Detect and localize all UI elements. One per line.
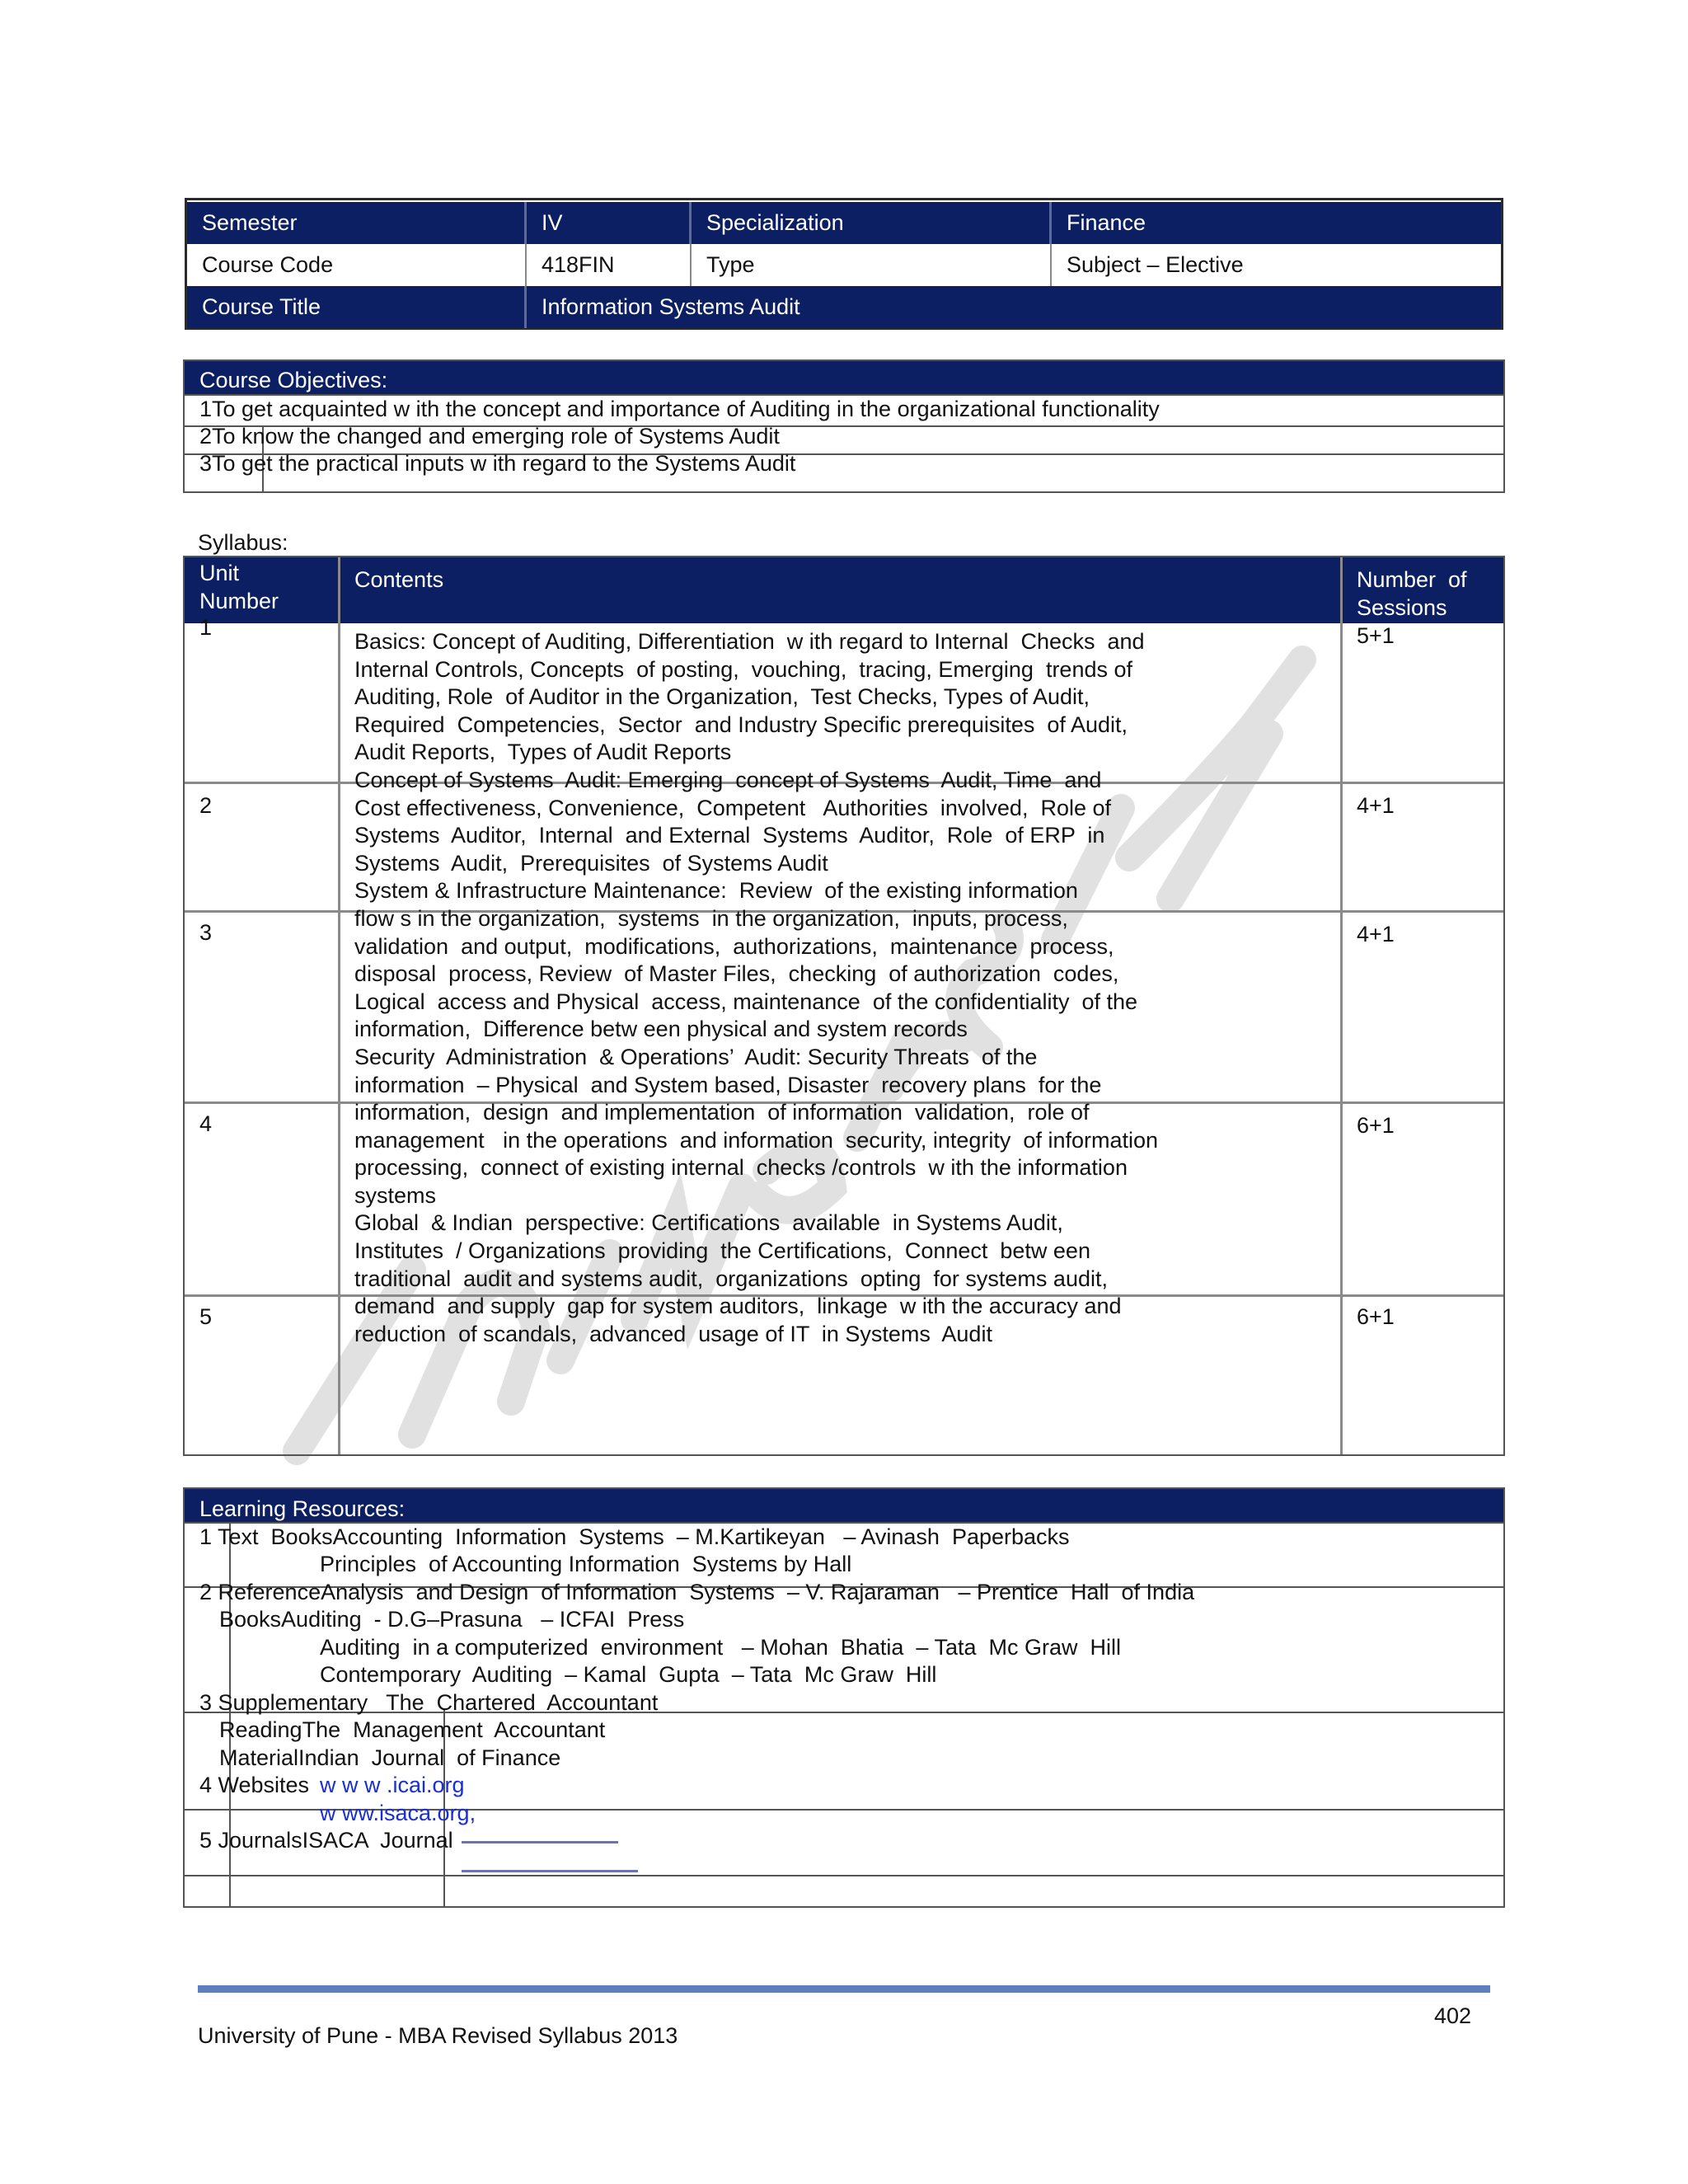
- resource-line: Contemporary Auditing – Kamal Gupta – Tata Mc Graw Hill: [320, 1662, 937, 1687]
- website-link[interactable]: w ww.isaca.org,: [320, 1801, 476, 1825]
- unit-number: 3: [199, 920, 213, 945]
- semester-label: Semester: [187, 202, 527, 244]
- type-label: Type: [692, 244, 1052, 286]
- course-objectives-table: [183, 359, 1505, 493]
- unit-number: 4: [199, 1111, 213, 1136]
- unit-sessions: 5+1: [1357, 623, 1395, 648]
- type-value: Subject – Elective: [1067, 252, 1244, 277]
- resource-line: 5 JournalsISACA Journal: [199, 1828, 453, 1853]
- footer-bar: [198, 1985, 1490, 1993]
- syllabus-header-row: [185, 557, 1503, 623]
- objective-item: 2To know the changed and emerging role of Systems Audit: [199, 424, 780, 449]
- course-info-row-3: [187, 286, 1501, 328]
- unit-number: 5: [199, 1304, 213, 1329]
- resource-line: Auditing in a computerized environment – Mohan Bhatia – Tata Mc Graw Hill: [320, 1635, 1121, 1660]
- footer-text: University of Pune - MBA Revised Syllabus 2013: [198, 2023, 678, 2048]
- course-info-table: [185, 198, 1503, 330]
- resource-line: BooksAuditing - D.G–Prasuna – ICFAI Press: [219, 1607, 685, 1632]
- learning-resources-table: [183, 1487, 1505, 1908]
- resource-line: MaterialIndian Journal of Finance: [219, 1745, 561, 1770]
- syllabus-label: Syllabus:: [198, 530, 288, 555]
- sessions-header: Number of Sessions: [1357, 567, 1467, 620]
- learning-resources-title: Learning Resources:: [185, 1489, 1503, 1522]
- course-info-row-2: [187, 244, 1501, 286]
- course-info-row-1: [187, 202, 1501, 244]
- specialization-value: Finance: [1067, 210, 1146, 235]
- course-title-value: Information Systems Audit: [542, 294, 800, 319]
- link-underline: [462, 1870, 638, 1872]
- syllabus-contents-text: Basics: Concept of Auditing, Differentiation w ith regard to Internal Checks and Internal Controls, Concepts of posting, vouching, tracing, Emerging trends of Auditing, Role of Auditor in the Organization, Test Checks, Types of Audit, Required Competencies, Sector and Industry Specific prerequisites of Audit, Audit Reports, Types of Audit Reports Concept of Systems Audit: Emerging concept of Systems Audit, Time and Cost effectiveness, Convenience, Competent Authorities involved, Role of Systems Auditor, Internal and External Systems Auditor, Role of ERP in Systems Audit, Prerequisites of Systems Audit System & Infrastructure Maintenance: Review of the existing information flow s in the organization, systems in the organization, inputs, process, validation and output, modifications, authorizations, maintenance process, disposal process, Review of Master Files, checking of authorization codes, Logical access and Physical access, maintenance of the confidentiality of the information, Difference betw een physical and system records Security Administration & Operations’ Audit: Security Threats of the information – Physical and System based, Disaster recovery plans for the information, design and implementation of information validation, role of management in the operations and information security, integrity of information processing, connect of existing internal checks /controls w ith the information systems Global & Indian perspective: Certifications available in Systems Audit, Institutes / Organizations providing the Certifications, Connect betw een traditional audit and systems audit, organizations opting for systems audit, demand and supply gap for system auditors, linkage w ith the accuracy and reduction of scandals, advanced usage of IT in Systems Audit: [354, 629, 1159, 1346]
- unit-number-header: Unit Number: [199, 561, 279, 613]
- course-title-label: Course Title: [187, 286, 527, 328]
- unit-sessions: 6+1: [1357, 1113, 1395, 1138]
- syllabus-table: [183, 556, 1505, 1456]
- unit-number: 1: [199, 615, 213, 640]
- unit-sessions: 4+1: [1357, 793, 1395, 818]
- resource-line: 2 ReferenceAnalysis and Design of Information Systems – V. Rajaraman – Prentice Hall of India: [199, 1580, 1195, 1604]
- unit-number: 2: [199, 793, 213, 818]
- specialization-label: Specialization: [692, 202, 1052, 244]
- objectives-title: Course Objectives:: [185, 361, 1503, 394]
- course-code-label: Course Code: [187, 244, 527, 286]
- page-number: 402: [1434, 2003, 1472, 2028]
- resource-line: Principles of Accounting Information Systems by Hall: [320, 1552, 852, 1576]
- resource-line: 3 Supplementary The Chartered Accountant: [199, 1690, 659, 1715]
- link-underline: [462, 1841, 618, 1843]
- contents-header: Contents: [354, 567, 444, 592]
- unit-sessions: 4+1: [1357, 922, 1395, 946]
- unit-sessions: 6+1: [1357, 1304, 1395, 1329]
- objective-item: 1To get acquainted w ith the concept and importance of Auditing in the organizational functionality: [199, 397, 1160, 421]
- objective-item: 3To get the practical inputs w ith regard to the Systems Audit: [199, 451, 796, 476]
- website-link[interactable]: w w w .icai.org: [320, 1773, 465, 1797]
- resource-line: 1 Text BooksAccounting Information Systems – M.Kartikeyan – Avinash Paperbacks: [199, 1524, 1070, 1549]
- semester-value: IV: [527, 202, 692, 244]
- resource-line: 4 Websites: [199, 1773, 310, 1797]
- resource-line: ReadingThe Management Accountant: [219, 1717, 606, 1742]
- course-code-value: 418FIN: [527, 244, 692, 286]
